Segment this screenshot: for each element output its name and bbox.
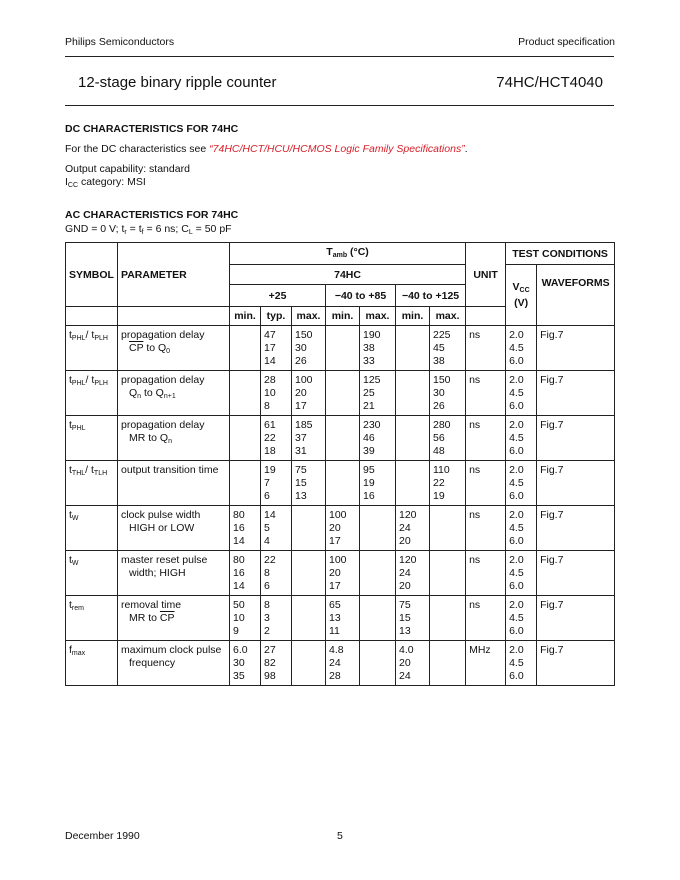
min-header: min. [396,307,430,326]
page-number: 5 [337,830,343,842]
min125-cell [396,461,430,506]
unit-cell: ns [466,371,506,416]
max25-cell [292,641,326,686]
symbol-sub: PHL [71,425,86,432]
dc-intro [65,143,468,155]
parameter-line2a: Q [129,387,138,399]
parameter-cell [118,326,230,371]
symbol-sub: max [71,650,86,657]
min25-cell [230,416,261,461]
parameter-cell [118,416,230,461]
table-row [66,461,615,506]
vcc-sub: CC [519,287,530,294]
symbol-main: t [69,419,72,431]
parameter-line2a: MR to Q [129,432,169,444]
cond-part: = 50 pF [192,223,232,235]
spec-link[interactable]: “74HC/HCT/HCU/HCMOS Logic Family Specifications” [209,143,465,155]
min85-cell: 65 13 11 [326,596,360,641]
symbol-second-sub: TLH [93,470,108,477]
ac-characteristics-table [65,242,615,686]
table-row [66,371,615,416]
min25-cell [230,326,261,371]
tamb-t: T [326,246,333,258]
parameter-cell [118,551,230,596]
min125-cell: 120 24 20 [396,506,430,551]
parameter-line1: output transition time [121,464,219,476]
symbol-main: t [69,509,72,521]
parameter-cell [118,641,230,686]
typ-header: typ. [261,307,292,326]
icc-sub: CC [67,182,79,189]
ac-heading: AC CHARACTERISTICS FOR 74HC [65,209,239,221]
cond-part: GND = 0 V; t [65,223,125,235]
max85-cell [360,506,396,551]
max25-cell [292,506,326,551]
parameter-cell [118,596,230,641]
min85-cell: 100 20 17 [326,551,360,596]
max25-cell: 75 15 13 [292,461,326,506]
max25-cell: 185 37 31 [292,416,326,461]
vcc-unit: (V) [514,297,529,309]
symbol-cell [66,641,118,686]
max125-cell [430,596,466,641]
max125-cell: 150 30 26 [430,371,466,416]
parameter-line1: master reset pulse [121,554,208,566]
parameter-line1: removal time [121,599,182,611]
cond-sub: L [188,229,193,236]
min125-cell [396,371,430,416]
parameter-line2 [121,432,226,448]
parameter-line2 [121,567,226,580]
min25-cell: 6.0 30 35 [230,641,261,686]
max25-cell [292,596,326,641]
parameter-overline: $\overline{CP}$ [159,612,175,624]
symbol-second-sub: PLH [94,380,108,387]
page-title: 12-stage binary ripple counter [78,74,277,91]
test-conditions-header: TEST CONDITIONS [506,243,615,265]
symbol-second: / t [85,329,95,341]
cond-sub: r [124,229,127,236]
unit-header: UNIT [466,243,506,307]
unit-cell: ns [466,596,506,641]
wave-cell: Fig.7 [537,596,615,641]
footer-date: December 1990 [65,830,140,842]
min25-cell [230,371,261,416]
min25-cell: 80 16 14 [230,506,261,551]
parameter-line2 [121,657,226,670]
parameter-line2a: MR to [129,612,160,624]
min25-cell: 50 10 9 [230,596,261,641]
parameter-line1: maximum clock pulse [121,644,222,656]
table-row [66,551,615,596]
parameter-line2 [121,522,226,535]
min85-cell: 4.8 24 28 [326,641,360,686]
vcc-cell: 2.0 4.5 6.0 [506,596,537,641]
symbol-main: t [69,554,72,566]
icc-category [65,176,146,189]
parameter-line2a: frequency [129,657,176,669]
vcc-cell: 2.0 4.5 6.0 [506,326,537,371]
tamb-header [230,243,466,265]
max125-cell: 280 56 48 [430,416,466,461]
max125-cell: 110 22 19 [430,461,466,506]
symbol-header: SYMBOL [66,243,118,307]
cond-part: = t [126,223,142,235]
typ25-cell: 28 10 8 [261,371,292,416]
table-row [66,596,615,641]
dc-period: . [464,143,468,155]
symbol-main: t [69,464,72,476]
range-85-header: −40 to +85 [326,285,396,307]
min125-cell: 120 24 20 [396,551,430,596]
vcc-cell: 2.0 4.5 6.0 [506,416,537,461]
parameter-cell [118,371,230,416]
wave-cell: Fig.7 [537,641,615,686]
unit-cell: ns [466,326,506,371]
symbol-sub: PHL [71,335,86,342]
parameter-sub: n [137,393,142,400]
output-capability: Output capability: standard [65,163,190,175]
wave-cell: Fig.7 [537,416,615,461]
max85-cell: 230 46 39 [360,416,396,461]
parameter-line2b: to Q [141,387,164,399]
parameter-sub: 0 [166,348,171,355]
min125-cell: 4.0 20 24 [396,641,430,686]
max85-cell [360,551,396,596]
symbol-main: f [69,644,72,656]
symbol-cell [66,551,118,596]
typ25-cell: 47 17 14 [261,326,292,371]
min85-cell [326,416,360,461]
icc-prefix: I [65,176,68,188]
max85-cell: 95 19 16 [360,461,396,506]
dc-intro-text: For the DC characteristics see [65,143,210,155]
symbol-cell [66,461,118,506]
min25-cell: 80 16 14 [230,551,261,596]
min85-cell [326,371,360,416]
parameter-line2 [121,342,226,358]
min85-cell [326,326,360,371]
unit-cell: MHz [466,641,506,686]
min125-cell: 75 15 13 [396,596,430,641]
waveforms-header: WAVEFORMS [537,265,615,326]
parameter-sub: n+1 [163,393,176,400]
tamb-sub: amb [332,252,348,259]
typ25-cell: 22 8 6 [261,551,292,596]
header-rule [65,56,614,57]
table-row [66,416,615,461]
max25-cell: 150 30 26 [292,326,326,371]
parameter-header: PARAMETER [118,243,230,307]
max125-cell [430,506,466,551]
symbol-cell [66,326,118,371]
max-header: max. [292,307,326,326]
parameter-line2 [121,612,226,625]
vcc-cell: 2.0 4.5 6.0 [506,551,537,596]
max25-cell [292,551,326,596]
vcc-cell: 2.0 4.5 6.0 [506,371,537,416]
parameter-cell [118,506,230,551]
symbol-second-sub: PLH [94,335,108,342]
max85-cell: 190 38 33 [360,326,396,371]
parameter-line1: clock pulse width [121,509,201,521]
symbol-main: t [69,599,72,611]
family-header: 74HC [230,265,466,285]
range-125-header: −40 to +125 [396,285,466,307]
max25-cell: 100 20 17 [292,371,326,416]
symbol-sub: W [71,515,79,522]
unit-cell: ns [466,416,506,461]
symbol-main: t [69,374,72,386]
wave-cell: Fig.7 [537,461,615,506]
wave-cell: Fig.7 [537,506,615,551]
symbol-sub: W [71,560,79,567]
parameter-line2a: $\overline{CP}$ [129,342,144,354]
parameter-cell [118,461,230,506]
parameter-header-spacer [118,307,230,326]
parameter-sub: n [168,438,172,445]
max125-cell [430,641,466,686]
typ25-cell: 27 82 98 [261,641,292,686]
wave-cell: Fig.7 [537,326,615,371]
company-name: Philips Semiconductors [65,36,175,48]
parameter-line1: propagation delay [121,419,205,431]
parameter-line2a: width; HIGH [129,567,186,579]
parameter-line2 [121,387,226,403]
typ25-cell: 61 22 18 [261,416,292,461]
vcc-header [506,265,537,326]
unit-cell: ns [466,461,506,506]
vcc-cell: 2.0 4.5 6.0 [506,461,537,506]
ac-conditions [65,223,232,236]
symbol-sub: THL [71,470,86,477]
max85-cell: 125 25 21 [360,371,396,416]
table-row [66,506,615,551]
table-row [66,641,615,686]
doc-type: Product specification [518,36,615,48]
vcc-cell: 2.0 4.5 6.0 [506,506,537,551]
vcc-v: V [512,281,520,293]
unit-cell: ns [466,506,506,551]
parameter-line2a: HIGH or LOW [129,522,195,534]
cond-sub: f [141,229,144,236]
max125-cell [430,551,466,596]
wave-cell: Fig.7 [537,371,615,416]
title-rule [65,105,614,106]
parameter-line1: propagation delay [121,329,205,341]
min85-cell [326,461,360,506]
typ25-cell: 8 3 2 [261,596,292,641]
part-number: 74HC/HCT4040 [496,74,603,91]
symbol-cell [66,416,118,461]
cond-part: = 6 ns; C [143,223,189,235]
min85-cell: 100 20 17 [326,506,360,551]
unit-cell: ns [466,551,506,596]
symbol-sub: PHL [71,380,86,387]
symbol-main: t [69,329,72,341]
vcc-cell: 2.0 4.5 6.0 [506,641,537,686]
min-header: min. [230,307,261,326]
typ25-cell: 19 7 6 [261,461,292,506]
max-header: max. [430,307,466,326]
max-header: max. [360,307,396,326]
symbol-second: / t [85,464,94,476]
range-25-header: +25 [230,285,326,307]
symbol-cell [66,506,118,551]
parameter-line1: propagation delay [121,374,205,386]
min125-cell [396,416,430,461]
min25-cell [230,461,261,506]
symbol-header-spacer [66,307,118,326]
max85-cell [360,641,396,686]
tamb-unit: (°C) [347,246,369,258]
icc-rest: category: MSI [78,176,146,188]
typ25-cell: 14 5 4 [261,506,292,551]
symbol-cell [66,371,118,416]
unit-header-spacer [466,307,506,326]
symbol-sub: rem [71,605,84,612]
table-row [66,326,615,371]
ac-table-body [66,326,615,686]
wave-cell: Fig.7 [537,551,615,596]
max125-cell: 225 45 38 [430,326,466,371]
max85-cell [360,596,396,641]
min-header: min. [326,307,360,326]
min125-cell [396,326,430,371]
dc-heading: DC CHARACTERISTICS FOR 74HC [65,123,239,135]
parameter-line2b: to Q [143,342,167,354]
symbol-cell [66,596,118,641]
symbol-second: / t [85,374,95,386]
